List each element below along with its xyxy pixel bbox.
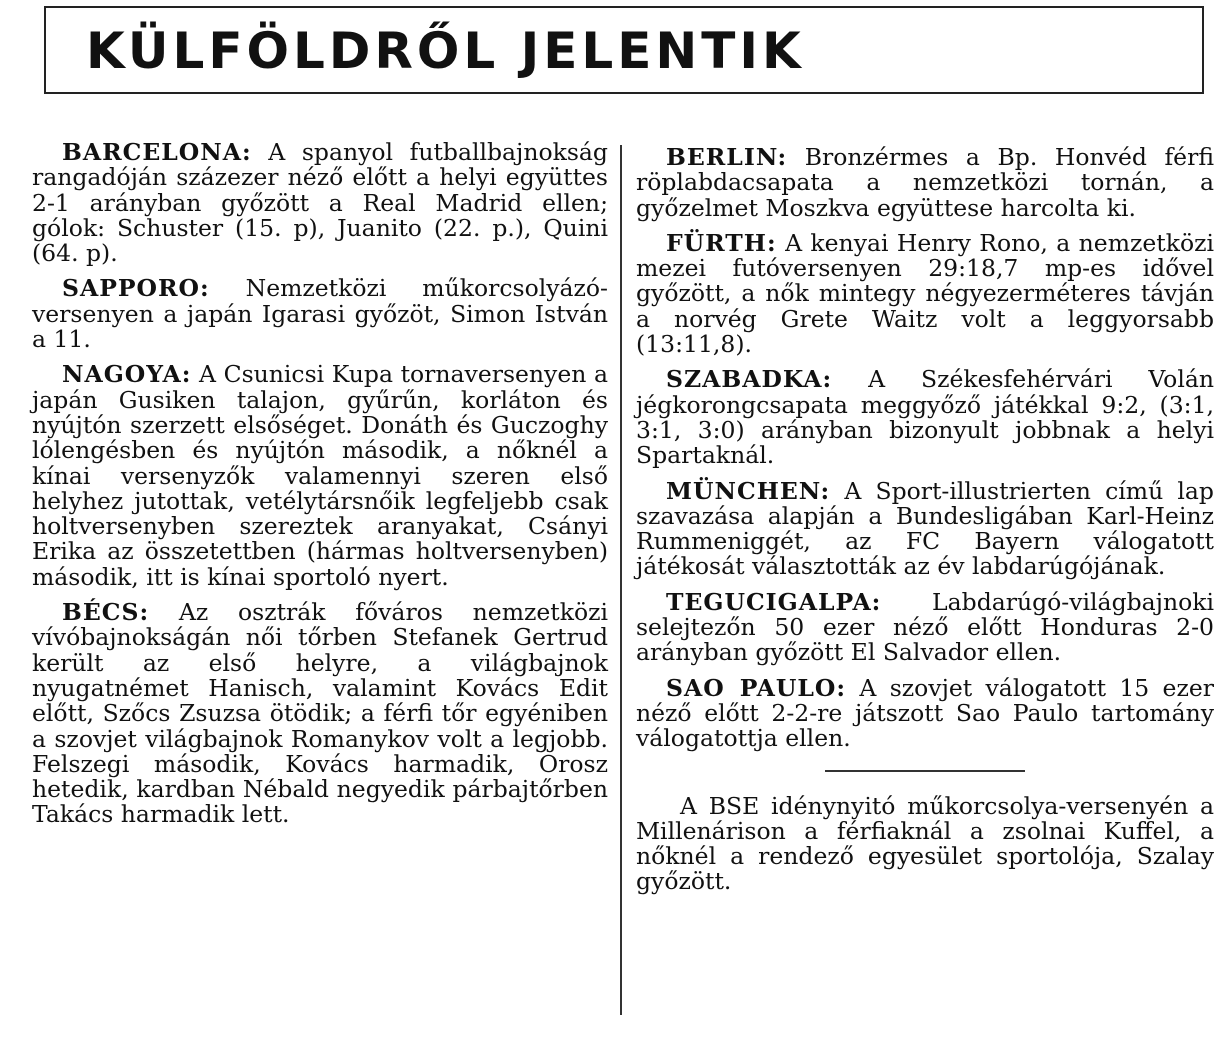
header-box bbox=[44, 6, 1204, 94]
news-text: A spanyol futballbajnokság rangadóján százezer néző előtt a helyi együttes 2-1 arányban győzött a Real Madrid ellen; gólok: Schuster (15. p), Juanito (22. p.), Quini (64. p). bbox=[32, 138, 608, 268]
news-text: Nemzetközi műkorcsolyázó-versenyen a japán Igarasi győzöt, Simon István a 11. bbox=[32, 274, 608, 354]
news-item-tegucigalpa bbox=[636, 587, 1214, 667]
footer-note: A BSE idénynyitó műkorcsolya-versenyén a Millenárison a férfiaknál a zsolnai Kuffel, a nőknél a rendező egyesület sportolója, Szalay győzött. bbox=[636, 791, 1214, 896]
news-item-becs bbox=[32, 600, 608, 828]
news-item-munchen bbox=[636, 476, 1214, 581]
dateline: MÜNCHEN: bbox=[666, 476, 831, 505]
news-text: A Sport-illustrierten című lap szavazása alapján a Bundesligában Karl-Heinz Rummeniggét, az FC Bayern válogatott játékosát választották az év labdarúgójának. bbox=[636, 476, 1214, 581]
news-item-nagoya bbox=[32, 362, 608, 590]
news-text: A kenyai Henry Rono, a nemzetközi mezei futóversenyen 29:18,7 mp-es idővel győzött, a nők mintegy négyezerméteres távján a norvég Grete Waitz volt a leggyorsabb (13:11,8). bbox=[636, 228, 1214, 359]
right-column bbox=[636, 145, 1214, 895]
news-item-barcelona bbox=[32, 140, 608, 266]
news-text: A Csunicsi Kupa tornaversenyen a japán Gusiken talajon, gyűrűn, korláton és nyújtón szerzett elsőséget. Donáth és Guczoghy lólengésben és nyújtón második, a nőknél a kínai versenyzők valamennyi szeren első helyhez jutottak, vetélytársnőik legfeljebb csak holtversenyben szereztek aranyakat, Csányi Erika az összetettben (hármas holtversenyben) második, itt is kínai sportoló nyert. bbox=[32, 360, 608, 591]
news-text: Az osztrák főváros nemzetközi vívóbajnokságán női tőrben Stefanek Gertrud került az első helyre, a világbajnok nyugatnémet Hanisch, valamint Kovács Edit előtt, Szőcs Zsuzsa ötödik; a férfi tőr egyéniben a szovjet világbajnok Romanykov volt a legjobb. Felszegi második, Kovács harmadik, Orosz hetedik, kardban Nébald negyedik párbajtőrben Takács harmadik lett. bbox=[32, 598, 608, 829]
dateline: SZABADKA: bbox=[666, 365, 833, 394]
left-column bbox=[32, 140, 608, 838]
dateline: FÜRTH: bbox=[666, 228, 777, 257]
news-text: Labdarúgó-világbajnoki selejtezőn 50 ezer néző előtt Honduras 2-0 arányban győzött El Salvador ellen. bbox=[636, 587, 1214, 667]
news-item-berlin bbox=[636, 145, 1214, 221]
dateline: TEGUCIGALPA: bbox=[666, 587, 882, 616]
news-text: A Székesfehérvári Volán jégkorongcsapata meggyőző játékkal 9:2, (3:1, 3:1, 3:0) arányban bizonyult jobbnak a helyi Spartaknál. bbox=[636, 365, 1214, 470]
dateline: SAO PAULO: bbox=[666, 673, 847, 702]
dateline: BERLIN: bbox=[666, 143, 788, 171]
separator-rule bbox=[825, 770, 1025, 772]
news-item-sao-paulo bbox=[636, 673, 1214, 753]
news-item-sapporo bbox=[32, 276, 608, 352]
dateline: SAPPORO: bbox=[62, 274, 210, 303]
dateline: BÉCS: bbox=[62, 598, 150, 627]
dateline: BARCELONA: bbox=[62, 138, 252, 166]
page-title: KÜLFÖLDRŐL JELENTIK bbox=[86, 22, 805, 80]
dateline: NAGOYA: bbox=[62, 360, 192, 389]
column-divider bbox=[620, 145, 622, 1015]
news-text: A szovjet válogatott 15 ezer néző előtt 2-2-re játszott Sao Paulo tartomány válogatottja ellen. bbox=[636, 673, 1214, 753]
news-item-furth bbox=[636, 228, 1214, 359]
news-text: Bronzérmes a Bp. Honvéd férfi röplabdacsapata a nemzetközi tornán, a győzelmet Moszkva együttese harcolta ki. bbox=[636, 143, 1214, 222]
news-item-szabadka bbox=[636, 367, 1214, 468]
